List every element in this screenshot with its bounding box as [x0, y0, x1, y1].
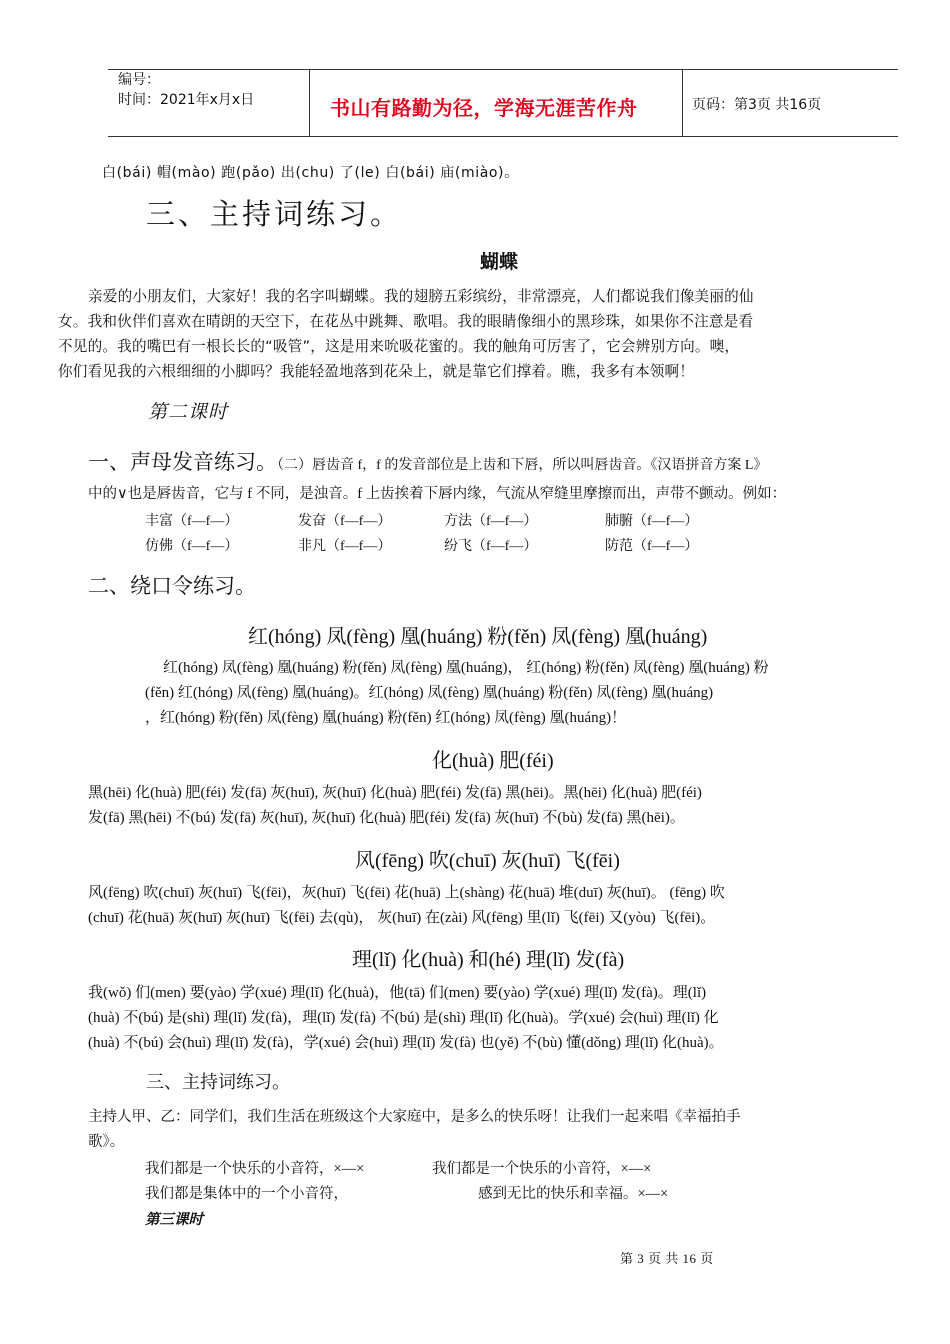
- host-line-2: 歌》。: [88, 1134, 125, 1150]
- host-line-1: 主持人甲、乙：同学们，我们生活在班级这个大家庭中，是多么的快乐呀！让我们一起来唱《幸福拍手: [88, 1109, 741, 1125]
- song-line: 我们都是一个快乐的小音符，×—×: [432, 1161, 652, 1177]
- header-number-label: 编号：: [118, 72, 160, 88]
- tongue-twister-line: (huà) 不(bú) 会(huì) 理(lǐ) 发(fà)，学(xué) 会(huì) 理(lǐ) 发(fà) 也(yě) 不(bù) 懂(dǒng) 理(lǐ) 化(huà)。: [88, 1035, 724, 1051]
- pinyin-line: 白(bái) 帽(mào) 跑(pǎo) 出(chu) 了(le) 白(bái) 庙(miào)。: [102, 165, 519, 181]
- section-heading-host-big: 三、主持词练习。: [146, 199, 403, 231]
- header-page-label: 页码：第3页 共16页: [692, 97, 822, 113]
- example-item: 肺腑（f—f—）: [605, 514, 699, 529]
- butterfly-line-4: 你们看见我的六根细细的小脚吗？我能轻盈地落到花朵上，就是靠它们撑着。瞧，我多有本领啊！: [58, 363, 695, 380]
- header-divider-1: [309, 69, 310, 136]
- example-item: 纷飞（f—f—）: [444, 539, 538, 554]
- lesson-3-title: 第三课时: [145, 1212, 203, 1228]
- tongue-twister-line: (chuī) 花(huā) 灰(huī) 灰(huī) 飞(fēi) 去(qù)， 灰(huī) 在(zài) 风(fēng) 里(lǐ) 飞(fēi) 又(yòu) 飞(fēi)。: [88, 910, 716, 926]
- lesson-2-title: 第二课时: [148, 402, 229, 423]
- song-line: 我们都是一个快乐的小音符，×—×: [145, 1161, 365, 1177]
- tongue-twister-line: (huà) 不(bú) 是(shì) 理(lǐ) 发(fà)，理(lǐ) 发(fà) 不(bú) 是(shì) 理(lǐ) 化(huà)。学(xué) 会(huì) 理(lǐ) 化: [88, 1010, 719, 1026]
- tongue-twister-line: 黑(hēi) 化(huà) 肥(féi) 发(fā) 灰(huī), 灰(huī) 化(huà) 肥(féi) 发(fā) 黑(hēi)。黑(hēi) 化(huà) 肥(féi): [88, 785, 702, 801]
- header-divider-2: [682, 69, 683, 136]
- tongue-twister-line: (fěn) 红(hóng) 凤(fèng) 凰(huáng)。红(hóng) 凤(fèng) 凰(huáng) 粉(fěn) 凤(fèng) 凰(huáng): [145, 685, 714, 701]
- initials-line-2: 中的∨也是唇齿音，它与 f 不同，是浊音。f 上齿挨着下唇内缘，气流从窄缝里摩擦而出，声带不颤动。例如：: [88, 486, 787, 502]
- example-item: 方法（f—f—）: [444, 514, 538, 529]
- butterfly-line-1: 亲爱的小朋友们，大家好！我的名字叫蝴蝶。我的翅膀五彩缤纷，非常漂亮，人们都说我们像美丽的仙: [88, 288, 754, 305]
- tongue-twister-line: ，红(hóng) 粉(fěn) 凤(fèng) 凰(huáng) 粉(fěn) 红(hóng) 凤(fèng) 凰(huáng)！: [145, 710, 627, 726]
- example-item: 丰富（f—f—）: [145, 514, 239, 529]
- initials-heading: [88, 446, 767, 476]
- tongue-twister-title: 理(lǐ) 化(huà) 和(hé) 理(lǐ) 发(fà): [352, 949, 625, 971]
- example-item: 防范（f—f—）: [605, 539, 699, 554]
- tongue-twister-line: 红(hóng) 凤(fèng) 凰(huáng) 粉(fěn) 凤(fèng) 凰(huáng)， 红(hóng) 粉(fěn) 凤(fèng) 凰(huáng) 粉: [163, 660, 769, 676]
- example-item: 发奋（f—f—）: [298, 514, 392, 529]
- example-item: 仿佛（f—f—）: [145, 539, 239, 554]
- tongue-twister-title: 化(huà) 肥(féi): [432, 750, 554, 772]
- tongue-twister-line: 风(fēng) 吹(chuī) 灰(huī) 飞(fēi)，灰(huī) 飞(fēi) 花(huā) 上(shàng) 花(huā) 堆(duī) 灰(huī)。 (fēng) 吹: [88, 885, 725, 901]
- song-line: 我们都是集体中的一个小音符，: [145, 1186, 348, 1202]
- header-motto: 书山有路勤为径，学海无涯苦作舟: [330, 96, 638, 120]
- butterfly-line-2: 女。我和伙伴们喜欢在晴朗的天空下，在花丛中跳舞、歌唱。我的眼睛像细小的黑珍珠，如果你不注意是看: [58, 313, 754, 330]
- butterfly-line-3: 不见的。我的嘴巴有一根长长的“吸管”，这是用来吮吸花蜜的。我的触角可厉害了，它会辨别方向。噢，: [58, 338, 740, 355]
- tongue-twister-heading: 二、绕口令练习。: [88, 574, 256, 598]
- tongue-twister-line: 我(wǒ) 们(men) 要(yào) 学(xué) 理(lǐ) 化(huà)，他(tā) 们(men) 要(yào) 学(xué) 理(lǐ) 发(fà)。理(lǐ): [88, 985, 707, 1001]
- tongue-twister-title: 风(fēng) 吹(chuī) 灰(huī) 飞(fēi): [355, 850, 620, 872]
- example-item: 非凡（f—f—）: [298, 539, 392, 554]
- tongue-twister-line: 发(fā) 黑(hēi) 不(bú) 发(fā) 灰(huī), 灰(huī) 化(huà) 肥(féi) 发(fā) 灰(huī) 不(bù) 发(fā) 黑(hēi)。: [88, 810, 685, 826]
- host-heading: 三、主持词练习。: [146, 1072, 290, 1092]
- initials-heading-text: 一、声母发音练习。: [88, 450, 277, 474]
- song-line: 感到无比的快乐和幸福。×—×: [478, 1186, 669, 1202]
- header-bottom-border: [108, 136, 898, 137]
- page-footer: 第 3 页 共 16 页: [620, 1251, 714, 1266]
- butterfly-title: 蝴蝶: [480, 251, 519, 273]
- header-top-border: [108, 69, 898, 70]
- initials-intro: （二）唇齿音 f，f 的发音部位是上齿和下唇，所以叫唇齿音。《汉语拼音方案 L》: [277, 458, 768, 473]
- tongue-twister-title: 红(hóng) 凤(fèng) 凰(huáng) 粉(fěn) 凤(fèng) 凰(huáng): [248, 626, 708, 648]
- header-date-label: 时间：2021年x月x日: [118, 92, 255, 108]
